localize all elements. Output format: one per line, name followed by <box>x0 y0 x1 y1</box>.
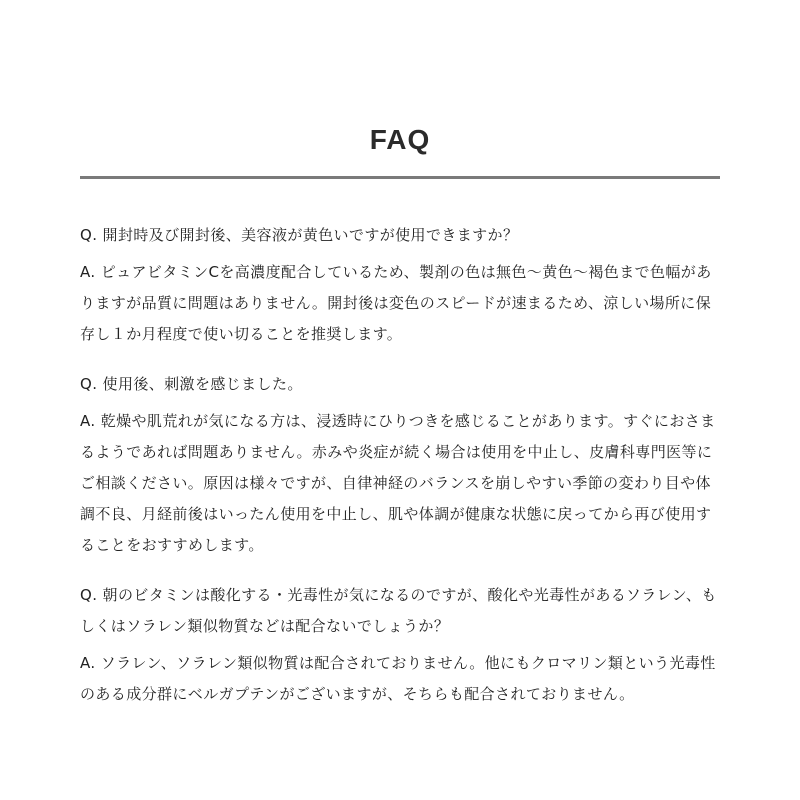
faq-question: Q. 開封時及び開封後、美容液が黄色いですが使用できますか？ <box>80 226 519 244</box>
title-divider <box>80 176 720 179</box>
faq-answer: A. ソラレン、ソラレン類似物質は配合されておりません。他にもクロマリン類という光毒性のある成分群にベルガプテンがございますが、そちらも配合されておりません。 <box>80 654 716 703</box>
faq-item <box>80 369 720 561</box>
faq-answer: A. 乾燥や肌荒れが気になる方は、浸透時にひりつきを感じることがあります。すぐにおさまるようであれば問題ありません。赤みや炎症が続く場合は使用を中止し、皮膚科専門医等にご相談ください。原因は様々ですが、自律神経のバランスを崩しやすい季節の変わり目や体調不良、月経前後はいったん使用を中止し、肌や体調が健康な状態に戻ってから再び使用することをおすすめします。 <box>80 412 716 554</box>
faq-item <box>80 220 720 350</box>
faq-list <box>80 220 720 729</box>
faq-question: Q. 朝のビタミンは酸化する・光毒性が気になるのですが、酸化や光毒性があるソラレン、もしくはソラレン類似物質などは配合ないでしょうか？ <box>80 586 717 635</box>
faq-question: Q. 使用後、刺激を感じました。 <box>80 375 303 393</box>
page-title: FAQ <box>369 123 431 155</box>
faq-answer: A. ピュアビタミンCを高濃度配合しているため、製剤の色は無色〜黄色〜褐色まで色幅がありますが品質に問題はありません。開封後は変色のスピードが速まるため、涼しい場所に保存し１か月程度で使い切ることを推奨します。 <box>80 263 712 343</box>
faq-item <box>80 580 720 710</box>
